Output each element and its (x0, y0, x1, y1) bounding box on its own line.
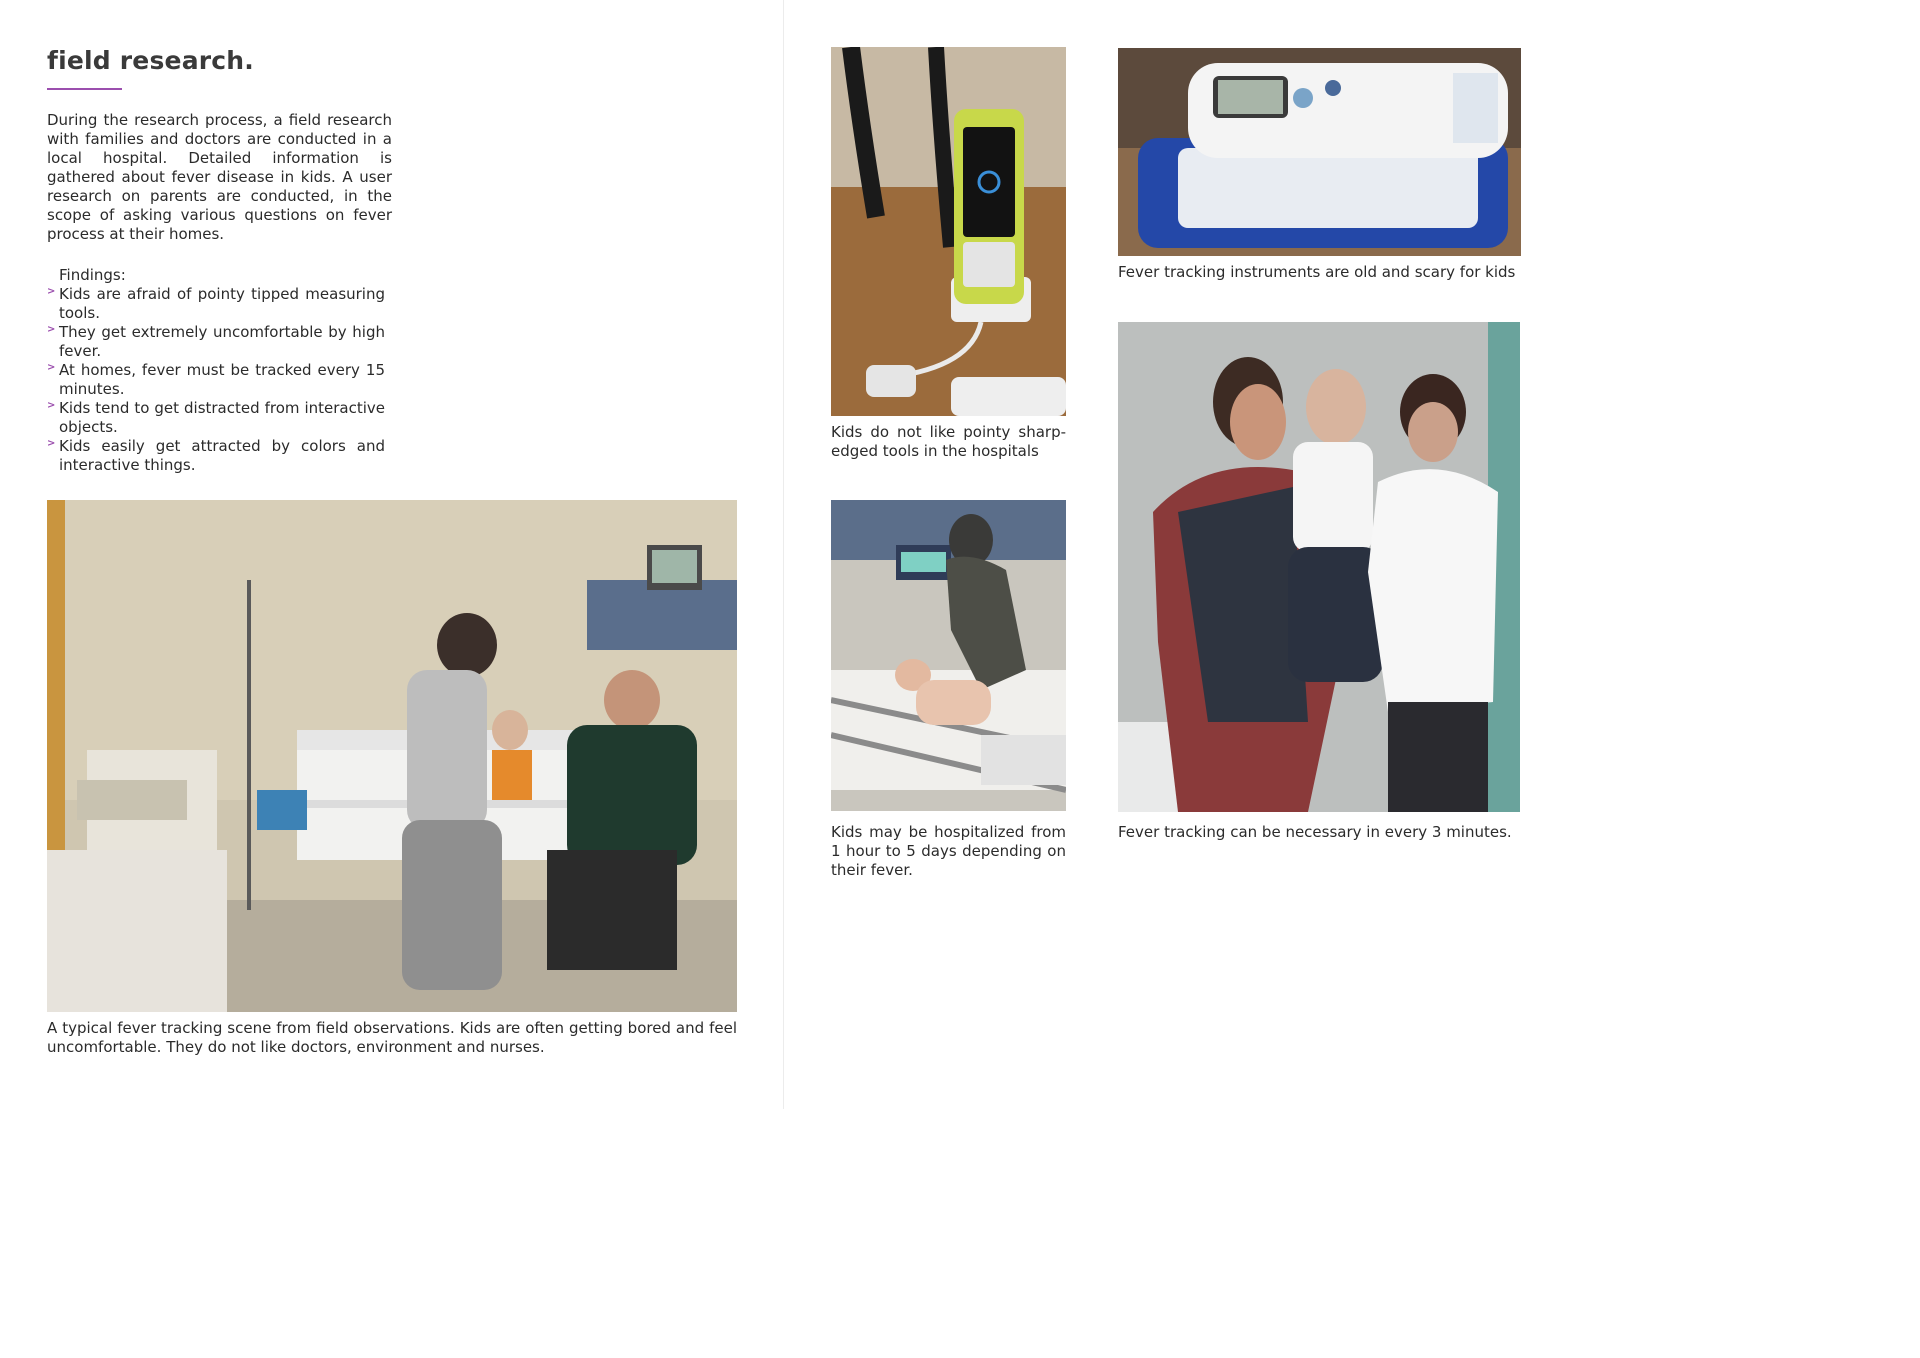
finding-text: At homes, fever must be tracked every 15 minutes. (59, 361, 385, 398)
hospitalized-baby-photo (831, 500, 1066, 811)
page-divider (783, 0, 784, 1109)
finding-item (47, 323, 385, 361)
pulse-oximeter-photo (831, 47, 1066, 416)
frequency-caption: Fever tracking can be necessary in every 3 minutes. (1118, 823, 1512, 841)
finding-text: They get extremely uncomfortable by high fever. (59, 323, 385, 360)
finding-item (47, 437, 385, 475)
finding-item (47, 361, 385, 399)
hospital-room-photo (47, 500, 737, 1012)
finding-text: Kids are afraid of pointy tipped measuring tools. (59, 285, 385, 322)
findings-heading: Findings: (59, 266, 126, 284)
finding-text: Kids tend to get distracted from interactive objects. (59, 399, 385, 436)
title-underline (47, 88, 122, 90)
chevron-right-icon: > (47, 362, 56, 373)
finding-text: Kids easily get attracted by colors and interactive things. (59, 437, 385, 474)
findings-list (47, 285, 385, 475)
chevron-right-icon: > (47, 324, 56, 335)
hospitalized-caption: Kids may be hospitalized from 1 hour to 5 days depending on their fever. (831, 823, 1066, 879)
thermometer-photo (1118, 48, 1521, 256)
pulse-oximeter-caption: Kids do not like pointy sharp-edged tools in the hospitals (831, 423, 1066, 460)
chevron-right-icon: > (47, 400, 56, 411)
thermometer-caption: Fever tracking instruments are old and scary for kids (1118, 263, 1516, 281)
chevron-right-icon: > (47, 286, 56, 297)
family-nurse-photo (1118, 322, 1520, 812)
finding-item (47, 399, 385, 437)
intro-paragraph: During the research process, a field research with families and doctors are conducted in a local hospital. Detailed information is gathered about fever disease in kids. A user research on parents are conducted, in the scope of asking various questions on fever process at their homes. (47, 111, 392, 243)
chevron-right-icon: > (47, 438, 56, 449)
main-scene-caption: A typical fever tracking scene from field observations. Kids are often getting bored and feel uncomfortable. They do not like doctors, environment and nurses. (47, 1019, 737, 1056)
page-title: field research. (47, 46, 255, 75)
finding-item (47, 285, 385, 323)
